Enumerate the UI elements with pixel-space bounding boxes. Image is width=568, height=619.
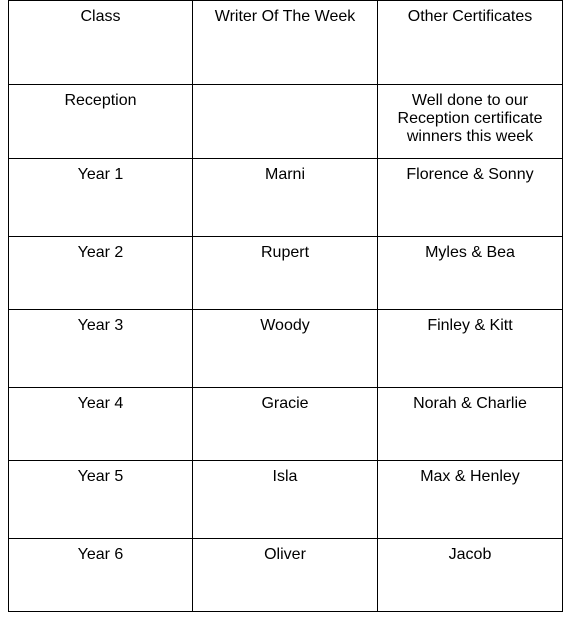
class-name: Year 6 (77, 546, 124, 563)
writer-cell (193, 388, 378, 461)
table-row (9, 237, 563, 310)
table-row (9, 159, 563, 237)
class-cell (9, 159, 193, 237)
other-cell (378, 310, 563, 388)
writer-cell (193, 310, 378, 388)
writer-cell (193, 237, 378, 310)
class-name: Year 2 (77, 244, 124, 261)
class-cell (9, 539, 193, 612)
writer-name: Oliver (264, 546, 306, 563)
other-cell (378, 237, 563, 310)
other-certificates: Florence & Sonny (406, 166, 534, 183)
header-class-label: Class (80, 8, 121, 25)
other-certificates: Myles & Bea (425, 244, 515, 261)
writer-name: Rupert (260, 244, 310, 261)
writer-cell (193, 461, 378, 539)
writer-cell (193, 539, 378, 612)
header-other-label: Other Certificates (407, 8, 533, 25)
other-cell (378, 159, 563, 237)
writer-cell (193, 85, 378, 159)
writer-name: Woody (260, 317, 310, 334)
class-name: Year 4 (77, 395, 124, 412)
other-certificates: Max & Henley (420, 468, 520, 485)
header-class (9, 1, 193, 85)
other-cell (378, 461, 563, 539)
class-cell (9, 310, 193, 388)
class-cell (9, 388, 193, 461)
header-other (378, 1, 563, 85)
other-cell (378, 539, 563, 612)
class-cell (9, 85, 193, 159)
other-cell (378, 85, 563, 159)
other-certificates: Finley & Kitt (427, 317, 513, 334)
table-row (9, 85, 563, 159)
other-certificates: Well done to our Reception certificate winners this week (397, 92, 543, 145)
writer-name: Marni (264, 166, 305, 183)
header-writer-label: Writer Of The Week (214, 8, 356, 25)
other-certificates: Jacob (448, 546, 492, 563)
other-cell (378, 388, 563, 461)
table-row (9, 461, 563, 539)
table-row (9, 388, 563, 461)
header-writer (193, 1, 378, 85)
class-name: Reception (64, 92, 137, 109)
class-name: Year 3 (77, 317, 124, 334)
table-header-row (9, 1, 563, 85)
class-cell (9, 461, 193, 539)
class-cell (9, 237, 193, 310)
other-certificates: Norah & Charlie (413, 395, 527, 412)
table-row (9, 539, 563, 612)
class-name: Year 1 (77, 166, 124, 183)
certificates-table (8, 0, 563, 612)
class-name: Year 5 (77, 468, 124, 485)
writer-name: Gracie (261, 395, 309, 412)
table-row (9, 310, 563, 388)
writer-cell (193, 159, 378, 237)
writer-name: Isla (272, 468, 298, 485)
